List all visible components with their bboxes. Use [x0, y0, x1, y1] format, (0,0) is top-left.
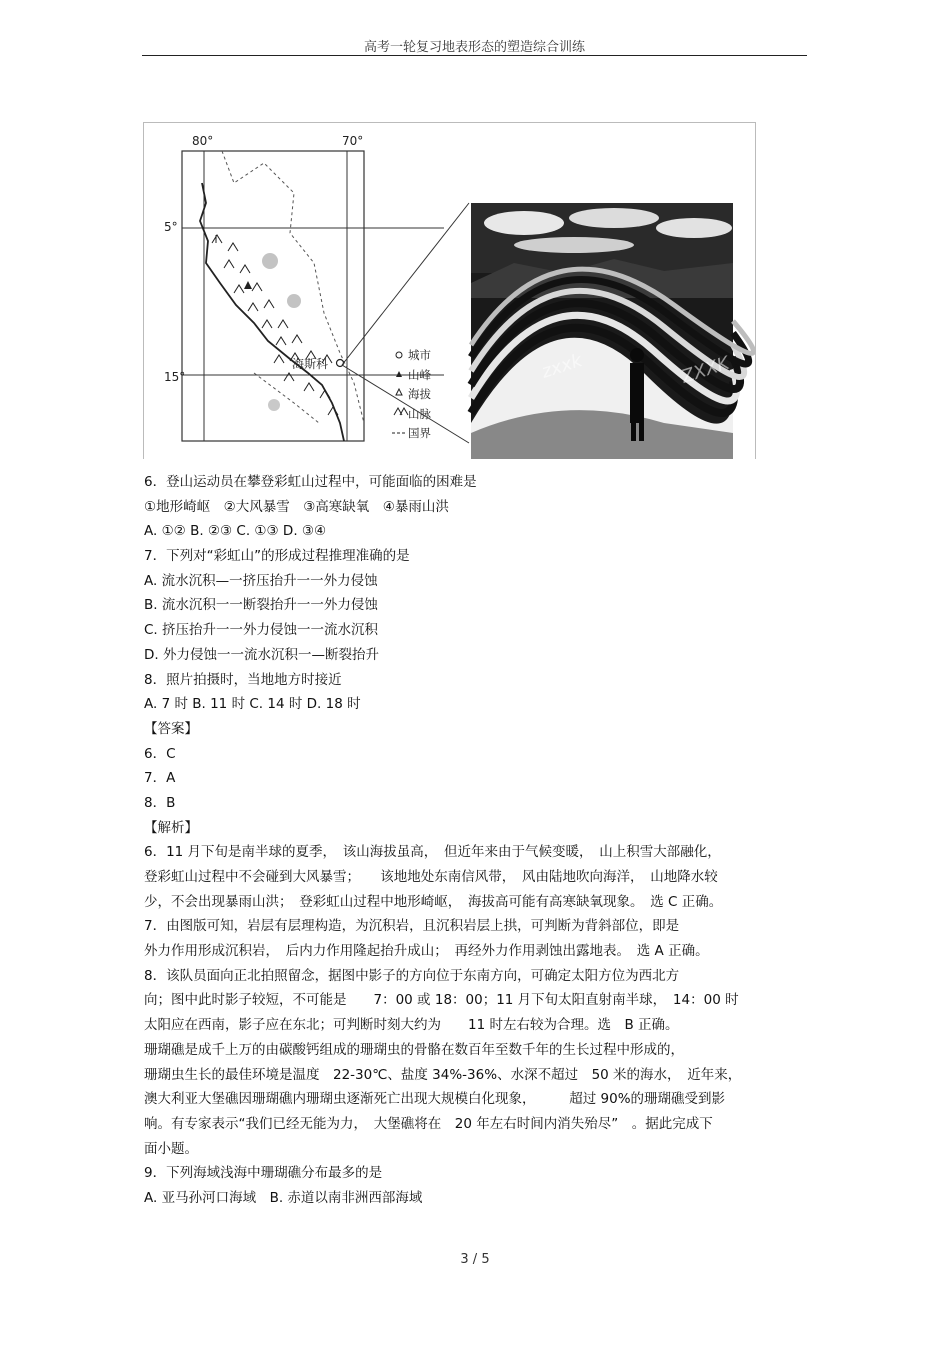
- legend-range-icon: [394, 408, 408, 415]
- map-blot-3: [268, 399, 280, 411]
- legend-city: 城市: [408, 348, 431, 362]
- answer-7: 7．A: [144, 770, 176, 787]
- text-line: 9．下列海域浅海中珊瑚礁分布最多的是: [144, 1165, 383, 1182]
- text-line: A. ①② B. ②③ C. ①③ D. ③④: [144, 523, 327, 540]
- text-line: 6．登山运动员在攀登彩虹山过程中，可能面临的困难是: [144, 474, 477, 490]
- city-label: 海斯科: [292, 357, 329, 371]
- answer-8: 8．B: [144, 794, 176, 811]
- answer-6: 6．C: [144, 745, 176, 762]
- text-line: 登彩虹山过程中不会碰到大风暴雪； 该地地处东南信风带， 风由陆地吹向海洋， 山地降水较: [144, 869, 718, 885]
- analysis-heading: 【解析】: [144, 819, 198, 836]
- map-blot-1: [262, 253, 278, 269]
- legend-peak: 山峰: [408, 368, 431, 382]
- text-line: 珊瑚虫生长的最佳环境是温度 22-30℃、盐度 34%-36%、水深不超过 50 米的海水， 近年来，: [144, 1066, 742, 1083]
- text-line: ①地形崎岖 ②大风暴雪 ③高寒缺氧 ④暴雨山洪: [144, 498, 449, 515]
- figure-svg: [144, 123, 755, 459]
- text-line: 6．11 月下旬是南半球的夏季， 该山海拔虽高， 但近年来由于气候变暖， 山上积雪大部融化，: [144, 844, 721, 861]
- watermark-1: zxxk: [539, 350, 585, 383]
- text-line: 太阳应在西南，影子应在东北；可判断时刻大约为 11 时左右较为合理。选 B 正确。: [144, 1017, 679, 1034]
- text-line: A. 亚马孙河口海域 B. 赤道以南非洲西部海域: [144, 1189, 423, 1206]
- legend-range: 山脉: [408, 407, 431, 421]
- text-line: 珊瑚礁是成千上万的由碳酸钙组成的珊瑚虫的骨骼在数百年至数千年的生长过程中形成的，: [144, 1041, 684, 1058]
- text-line: C. 挤压抬升一一外力侵蚀一一流水沉积: [144, 622, 379, 639]
- lon-label-70: 70°: [342, 134, 364, 148]
- page-number: 3 / 5: [460, 1252, 490, 1267]
- text-line: 向；图中此时影子较短，不可能是 7：00 或 18：00；11 月下旬太阳直射南半球， 14：00 时: [144, 992, 739, 1009]
- watermark-2: ZXXK: [679, 352, 732, 388]
- text-line: 7．由图版可知，岩层有层理构造，为沉积岩，且沉积岩层上拱，可判断为背斜部位，即是: [144, 918, 680, 935]
- legend-city-icon: [396, 352, 402, 358]
- text-line: 响。有专家表示“我们已经无能为力， 大堡礁将在 20 年左右时间内消失殆尽” 。据此完成下: [144, 1115, 713, 1132]
- map-and-photo-figure: [143, 122, 756, 459]
- legend-elevation: 海拔: [408, 387, 431, 401]
- lat-label-15: 15°: [164, 370, 186, 384]
- text-line: B. 流水沉积一一断裂抬升一一外力侵蚀: [144, 597, 378, 614]
- text-line: A. 7 时 B. 11 时 C. 14 时 D. 18 时: [144, 696, 361, 713]
- map-blot-2: [287, 294, 301, 308]
- header-rule: [142, 55, 807, 56]
- legend-elevation-icon: [396, 389, 402, 395]
- rainbow-mountain-photo: [471, 203, 754, 459]
- text-line: 7．下列对“彩虹山”的形成过程推理准确的是: [144, 548, 410, 565]
- question-text: [144, 470, 812, 1211]
- lat-label-5: 5°: [164, 220, 178, 234]
- page-header: 高考一轮复习地表形态的塑造综合训练: [363, 40, 585, 55]
- lon-label-80: 80°: [192, 134, 214, 148]
- map-frame: [182, 151, 364, 441]
- text-line: 8．该队员面向正北拍照留念，据图中影子的方向位于东南方向，可确定太阳方位为西北方: [144, 967, 680, 984]
- text-line: 外力作用形成沉积岩， 后内力作用隆起抬升成山； 再经外力作用剥蚀出露地表。 选 A 正确。: [144, 943, 709, 960]
- text-line: 8．照片拍摄时，当地地方时接近: [144, 671, 342, 688]
- text-line: 面小题。: [144, 1140, 198, 1157]
- text-line: A. 流水沉积—一挤压抬升一一外力侵蚀: [144, 572, 378, 589]
- text-line: D. 外力侵蚀一一流水沉积一—断裂抬升: [144, 646, 379, 663]
- text-line: 澳大利亚大堡礁因珊瑚礁内珊瑚虫逐渐死亡出现大规模白化现象， 超过 90%的珊瑚礁受到影: [144, 1091, 726, 1108]
- legend-peak-icon: [396, 371, 402, 377]
- legend-border: 国界: [408, 426, 431, 440]
- answer-heading: 【答案】: [144, 720, 198, 737]
- map-legend: [392, 348, 431, 440]
- text-line: 少，不会出现暴雨山洪； 登彩虹山过程中地形崎岖， 海拔高可能有高寒缺氧现象。 选 C 正确。: [144, 893, 723, 910]
